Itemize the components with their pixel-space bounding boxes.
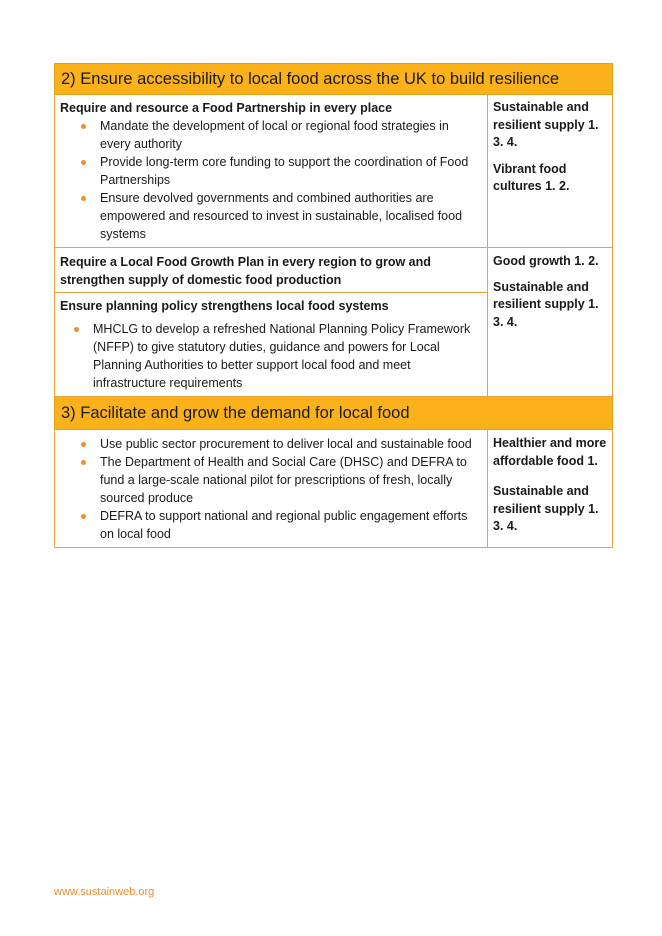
food-partnership-list — [60, 117, 482, 243]
growth-plan-row — [54, 248, 613, 397]
bullet-icon — [81, 196, 86, 201]
demand-outcomes — [488, 430, 612, 547]
section-3-heading: 3) Facilitate and grow the demand for local food — [54, 397, 613, 430]
outcome-label: Healthier and more affordable food 1. — [493, 436, 607, 468]
list-item: DEFRA to support national and regional public engagement efforts on local food — [60, 507, 482, 543]
growth-plan-outcomes — [488, 248, 612, 396]
policy-table — [54, 63, 613, 548]
outcome-label: Good growth 1. 2. — [493, 254, 599, 268]
list-item: Provide long-term core funding to support the coordination of Food Partnerships — [60, 153, 482, 189]
bullet-icon — [81, 514, 86, 519]
list-item: Mandate the development of local or regional food strategies in every authority — [60, 117, 482, 153]
section-2-heading: 2) Ensure accessibility to local food across the UK to build resilience — [54, 63, 613, 95]
food-partnership-outcomes — [488, 95, 612, 247]
bullet-icon — [81, 160, 86, 165]
food-partnership-cell — [55, 95, 488, 247]
growth-plan-title: Require a Local Food Growth Plan in every region to grow and strengthen supply of domestic food production — [60, 255, 431, 287]
growth-plan-cell — [55, 248, 488, 396]
outcome-label: Sustainable and resilient supply 1. 3. 4. — [493, 279, 599, 329]
outcome-label: Sustainable and resilient supply 1. 3. 4. — [493, 100, 599, 149]
food-partnership-row — [54, 95, 613, 248]
bullet-icon — [81, 460, 86, 465]
demand-cell — [55, 430, 488, 547]
list-item: Ensure devolved governments and combined authorities are empowered and resourced to invest in sustainable, localised food systems — [60, 189, 482, 243]
footer-url[interactable]: www.sustainweb.org — [54, 886, 155, 898]
bullet-icon — [81, 442, 86, 447]
list-item: Use public sector procurement to deliver local and sustainable food — [60, 435, 482, 453]
outcome-label: Vibrant food cultures 1. 2. — [493, 161, 570, 193]
bullet-icon — [81, 124, 86, 129]
outcome-label: Sustainable and resilient supply 1. 3. 4. — [493, 484, 599, 533]
planning-policy-title: Ensure planning policy strengthens local food systems — [60, 299, 389, 313]
list-item: The Department of Health and Social Care (DHSC) and DEFRA to fund a large-scale national pilot for prescriptions of fresh, locally sourced produce — [60, 453, 482, 507]
demand-row — [54, 430, 613, 548]
food-partnership-title: Require and resource a Food Partnership in every place — [60, 101, 393, 115]
planning-policy-list — [60, 320, 482, 392]
demand-list — [60, 435, 482, 543]
bullet-icon — [74, 327, 79, 332]
list-item: MHCLG to develop a refreshed National Planning Policy Framework (NFFP) to give statutory duties, guidance and powers for Local Planning Authorities to better support local food and meet infrastructure requirements — [60, 320, 482, 392]
